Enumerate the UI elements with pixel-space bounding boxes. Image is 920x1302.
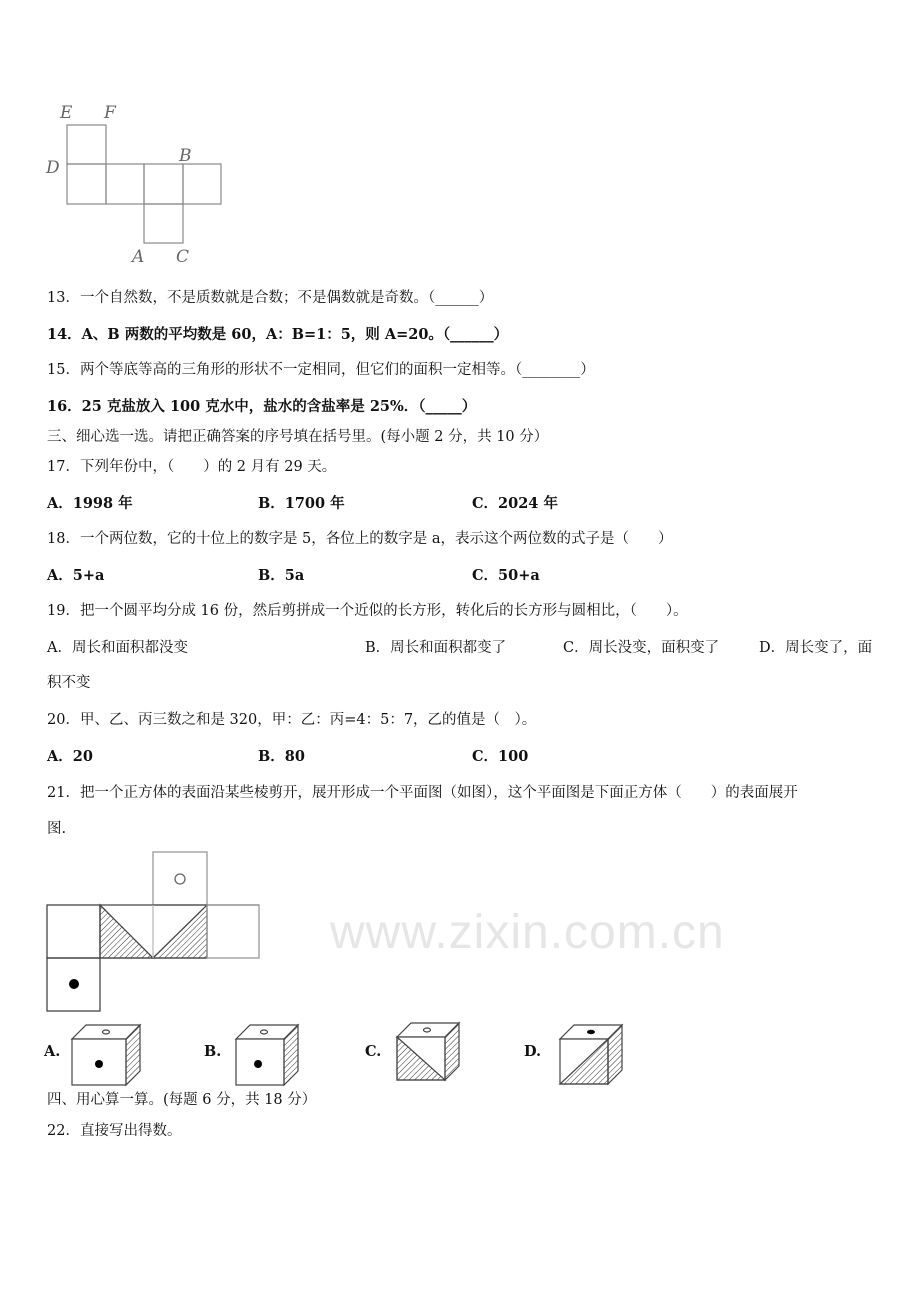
cube-option-c xyxy=(395,1020,475,1090)
label-c: C xyxy=(176,247,190,267)
q18-option-a: A．5+a xyxy=(47,567,105,584)
q17-option-b: B．1700 年 xyxy=(258,495,345,512)
cube-option-b xyxy=(234,1022,314,1092)
section-3-heading: 三、细心选一选。请把正确答案的序号填在括号里。(每小题 2 分，共 10 分） xyxy=(47,429,549,445)
q18-option-b: B．5a xyxy=(258,567,305,584)
q21-option-a-label: A. xyxy=(44,1043,61,1060)
question-15: 15．两个等底等高的三角形的形状不一定相同，但它们的面积一定相等。（________） xyxy=(47,362,595,378)
question-18: 18．一个两位数，它的十位上的数字是 5，各位上的数字是 a，表示这个两位数的式子是（ ） xyxy=(47,531,673,547)
section-4-heading: 四、用心算一算。(每题 6 分，共 18 分） xyxy=(47,1092,317,1108)
cube-option-d xyxy=(558,1022,638,1092)
q21-option-b-label: B. xyxy=(204,1043,222,1060)
q19-option-d-continued: 积不变 xyxy=(47,675,91,691)
question-21: 21．把一个正方体的表面沿某些棱剪开，展开形成一个平面图（如图），这个平面图是下面正方体（ ）的表面展开 xyxy=(47,785,798,801)
q19-option-b: B．周长和面积都变了 xyxy=(365,640,507,656)
q17-option-a: A．1998 年 xyxy=(47,495,133,512)
q18-option-c: C．50+a xyxy=(472,567,540,584)
label-d: D xyxy=(46,158,60,178)
label-a: A xyxy=(132,247,145,267)
label-b: B xyxy=(179,146,192,166)
q20-option-a: A．20 xyxy=(47,748,93,765)
cube-option-a xyxy=(70,1022,150,1092)
cube-net-figure-1 xyxy=(0,0,240,267)
q19-option-c: C．周长没变，面积变了 xyxy=(563,640,720,656)
question-13: 13．一个自然数，不是质数就是合数；不是偶数就是奇数。（______） xyxy=(47,290,494,306)
q20-option-c: C．100 xyxy=(472,748,529,765)
watermark: www.zixin.com.cn xyxy=(330,906,725,959)
question-16: 16．25 克盐放入 100 克水中，盐水的含盐率是 25%．（_____） xyxy=(47,398,477,415)
question-21-continued: 图. xyxy=(47,821,67,837)
question-17: 17．下列年份中，（ ）的 2 月有 29 天。 xyxy=(47,459,337,475)
label-e: E xyxy=(60,103,73,123)
q17-option-c: C．2024 年 xyxy=(472,495,558,512)
q19-option-d: D．周长变了，面 xyxy=(759,640,873,656)
question-14: 14．A、B 两数的平均数是 60，A：B=1：5，则 A=20。（______） xyxy=(47,326,509,343)
question-22: 22．直接写出得数。 xyxy=(47,1123,182,1139)
label-f: F xyxy=(104,103,116,123)
question-19: 19．把一个圆平均分成 16 份，然后剪拼成一个近似的长方形，转化后的长方形与圆相比，（ ）。 xyxy=(47,603,688,619)
q19-option-a: A．周长和面积都没变 xyxy=(47,640,188,656)
q21-option-d-label: D. xyxy=(524,1043,542,1060)
q21-option-c-label: C. xyxy=(365,1043,382,1060)
q20-option-b: B．80 xyxy=(258,748,305,765)
cube-net-figure-2 xyxy=(0,845,270,1015)
question-20: 20．甲、乙、丙三数之和是 320，甲：乙：丙=4：5：7，乙的值是（ ）。 xyxy=(47,712,537,728)
